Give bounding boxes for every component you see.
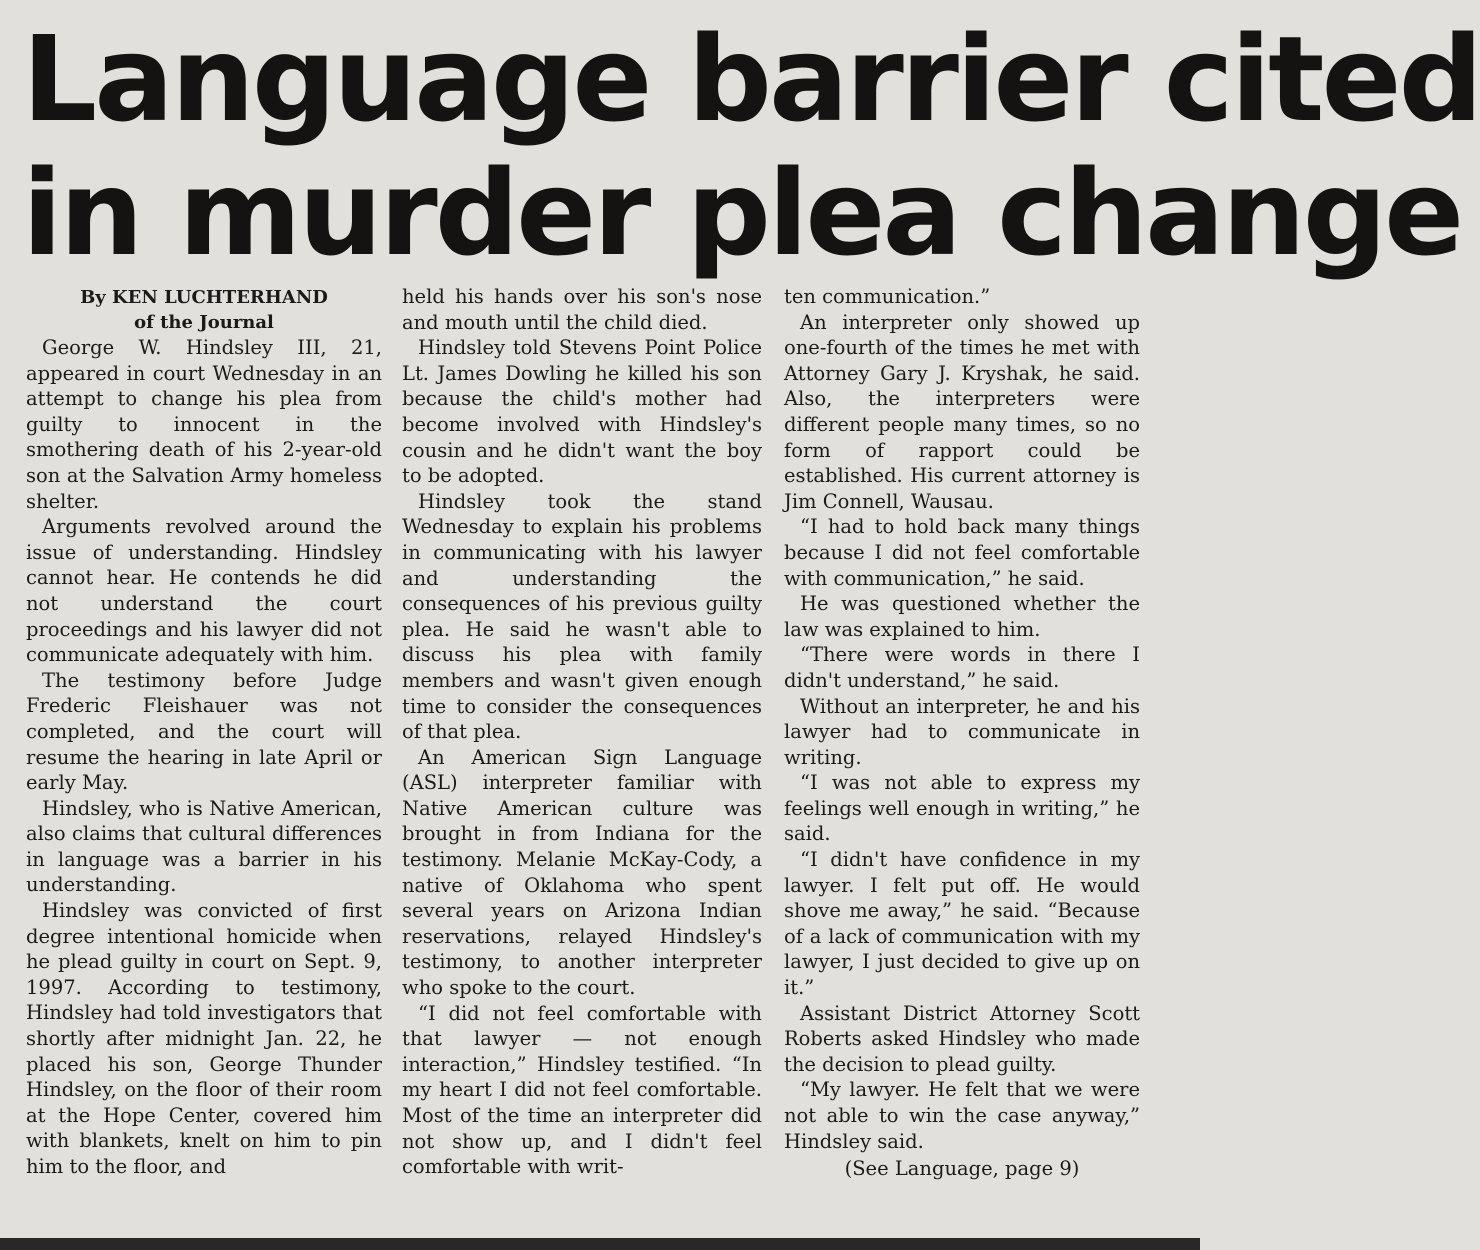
headline-line-1: Language barrier cited [22,10,1480,148]
headline-line-2: in murder plea change [22,144,1462,282]
bottom-rule [0,1230,1200,1250]
paragraph: “I had to hold back many things because I did not feel comfortable with communication,” he said. [784,515,1140,590]
paragraph: Assistant District Attorney Scott Roberts asked Hindsley who made the decision to plead guilty. [784,1001,1140,1076]
paragraph: George W. Hindsley III, 21, appeared in court Wednesday in an attempt to change his plea from guilty to innocent in the smothering death of his 2-year-old son at the Salvation Army homeless shelter. [26,336,382,513]
paragraph: “There were words in there I didn't understand,” he said. [784,643,1140,692]
byline-author: By KEN LUCHTERHAND [80,287,328,308]
paragraph: An interpreter only showed up one-fourth of the times he met with Attorney Gary J. Kryshak, he said. Also, the interpreters were different people many times, so no form of rapport could be established. His current attorney is Jim Connell, Wausau. [784,310,1140,513]
byline-affiliation: of the Journal [134,312,274,333]
paragraph: ten communication.” [784,285,991,308]
paragraph: Hindsley, who is Native American, also claims that cultural differences in language was a barrier in his understanding. [26,796,382,897]
paragraph: “My lawyer. He felt that we were not able to win the case anyway,” Hindsley said. [784,1078,1140,1153]
paragraph: Hindsley took the stand Wednesday to explain his problems in communicating with his lawyer and understanding the consequences of his previous guilty plea. He said he wasn't able to discuss his plea with family members and wasn't given enough time to consider the consequences of that plea. [402,489,762,744]
article-column-2 [402,284,762,1180]
paragraph: “I was not able to express my feelings well enough in writing,” he said. [784,771,1140,846]
paragraph: Hindsley told Stevens Point Police Lt. James Dowling he killed his son because the child's mother had become involved with Hindsley's cousin and he didn't want the boy to be adopted. [402,336,762,488]
jump-line: (See Language, page 9) [844,1157,1080,1181]
paragraph: Without an interpreter, he and his lawyer had to communicate in writing. [784,694,1140,769]
headline [22,10,1480,282]
paragraph: The testimony before Judge Frederic Fleishauer was not completed, and the court will resume the hearing in late April or early May. [26,668,382,795]
paragraph: “I didn't have confidence in my lawyer. I felt put off. He would shove me away,” he said. “Because of a lack of communication with my lawyer, I just decided to give up on it.” [784,848,1140,1000]
article-column-1 [26,284,382,1180]
paragraph: He was questioned whether the law was explained to him. [784,592,1140,641]
paragraph: Arguments revolved around the issue of understanding. Hindsley cannot hear. He contends he did not understand the court proceedings and his lawyer did not communicate adequately with him. [26,515,382,667]
paragraph: An American Sign Language (ASL) interpreter familiar with Native American culture was brought in from Indiana for the testimony. Melanie McKay-Cody, a native of Oklahoma who spent several years on Arizona Indian reservations, relayed Hindsley's testimony, to another interpreter who spoke to the court. [402,745,762,1000]
article-column-3 [784,284,1140,1182]
paragraph: held his hands over his son's nose and mouth until the child died. [402,285,762,334]
paragraph: Hindsley was convicted of first degree intentional homicide when he plead guilty in court on Sept. 9, 1997. According to testimony, Hindsley had told investigators that shortly after midnight Jan. 22, he placed his son, George Thunder Hindsley, on the floor of their room at the Hope Center, covered him with blankets, knelt on him to pin him to the floor, and [26,899,382,1178]
paragraph: “I did not feel comfortable with that lawyer — not enough interaction,” Hindsley testified. “In my heart I did not feel comfortable. Most of the time an interpreter did not show up, and I didn't feel comfortable with writ- [402,1001,762,1179]
